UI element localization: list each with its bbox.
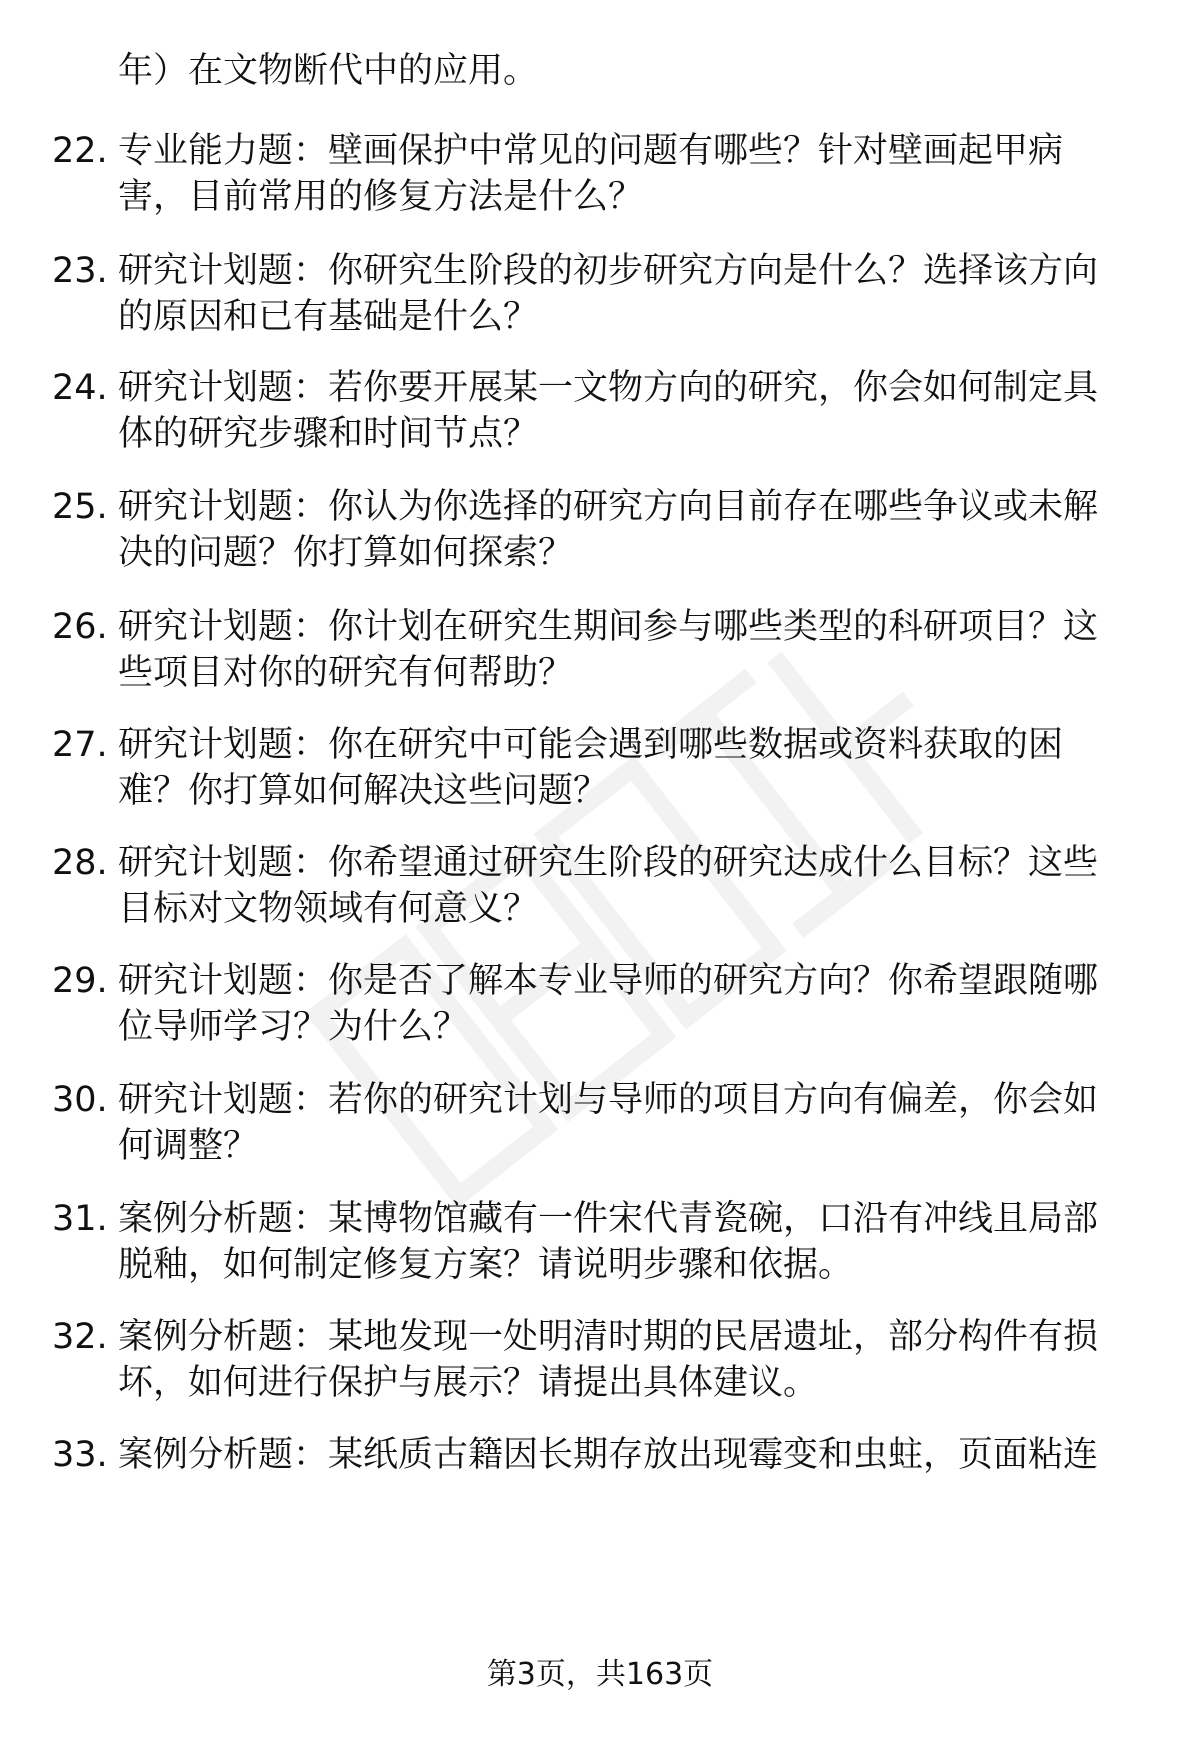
item-text-line: 研究计划题：你是否了解本专业导师的研究方向？你希望跟随哪 [118, 961, 1099, 1001]
item-number: 30. [52, 1080, 108, 1120]
item-text-line: 目标对文物领域有何意义？ [118, 889, 539, 929]
item-text-line: 专业能力题：壁画保护中常见的问题有哪些？针对壁画起甲病 [118, 131, 1064, 171]
continued-text-line: 年）在文物断代中的应用。 [118, 51, 539, 91]
item-text-line: 坏，如何进行保护与展示？请提出具体建议。 [118, 1363, 819, 1403]
item-text-line: 害，目前常用的修复方法是什么？ [118, 177, 644, 217]
item-number: 32. [52, 1317, 108, 1357]
item-text-line: 案例分析题：某博物馆藏有一件宋代青瓷碗，口沿有冲线且局部 [118, 1199, 1099, 1239]
item-number: 27. [52, 725, 108, 765]
item-number: 29. [52, 961, 108, 1001]
item-number: 22. [52, 131, 108, 171]
item-text-line: 研究计划题：若你要开展某一文物方向的研究，你会如何制定具 [118, 368, 1099, 408]
item-number: 33. [52, 1435, 108, 1475]
item-text-line: 研究计划题：你希望通过研究生阶段的研究达成什么目标？这些 [118, 843, 1099, 883]
item-number: 31. [52, 1199, 108, 1239]
item-number: 26. [52, 607, 108, 647]
item-text-line: 案例分析题：某地发现一处明清时期的民居遗址，部分构件有损 [118, 1317, 1099, 1357]
item-text-line: 研究计划题：若你的研究计划与导师的项目方向有偏差，你会如 [118, 1080, 1099, 1120]
item-number: 23. [52, 251, 108, 291]
item-text-line: 案例分析题：某纸质古籍因长期存放出现霉变和虫蛀，页面粘连 [118, 1435, 1099, 1475]
item-text-line: 研究计划题：你在研究中可能会遇到哪些数据或资料获取的困 [118, 725, 1064, 765]
item-text-line: 研究计划题：你计划在研究生期间参与哪些类型的科研项目？这 [118, 607, 1099, 647]
item-number: 24. [52, 368, 108, 408]
item-text-line: 脱釉，如何制定修复方案？请说明步骤和依据。 [118, 1245, 854, 1285]
item-text-line: 研究计划题：你研究生阶段的初步研究方向是什么？选择该方向 [118, 251, 1099, 291]
watermark-logo [230, 620, 1050, 1260]
item-text-line: 决的问题？你打算如何探索？ [118, 533, 574, 573]
item-text-line: 难？你打算如何解决这些问题？ [118, 771, 609, 811]
item-text-line: 的原因和已有基础是什么？ [118, 297, 539, 337]
item-text-line: 何调整？ [118, 1126, 259, 1166]
item-text-line: 位导师学习？为什么？ [118, 1007, 469, 1047]
item-text-line: 些项目对你的研究有何帮助？ [118, 653, 574, 693]
page-footer: 第3页，共163页 [486, 1657, 714, 1692]
item-text-line: 体的研究步骤和时间节点？ [118, 414, 539, 454]
item-number: 25. [52, 487, 108, 527]
item-text-line: 研究计划题：你认为你选择的研究方向目前存在哪些争议或未解 [118, 487, 1099, 527]
item-number: 28. [52, 843, 108, 883]
